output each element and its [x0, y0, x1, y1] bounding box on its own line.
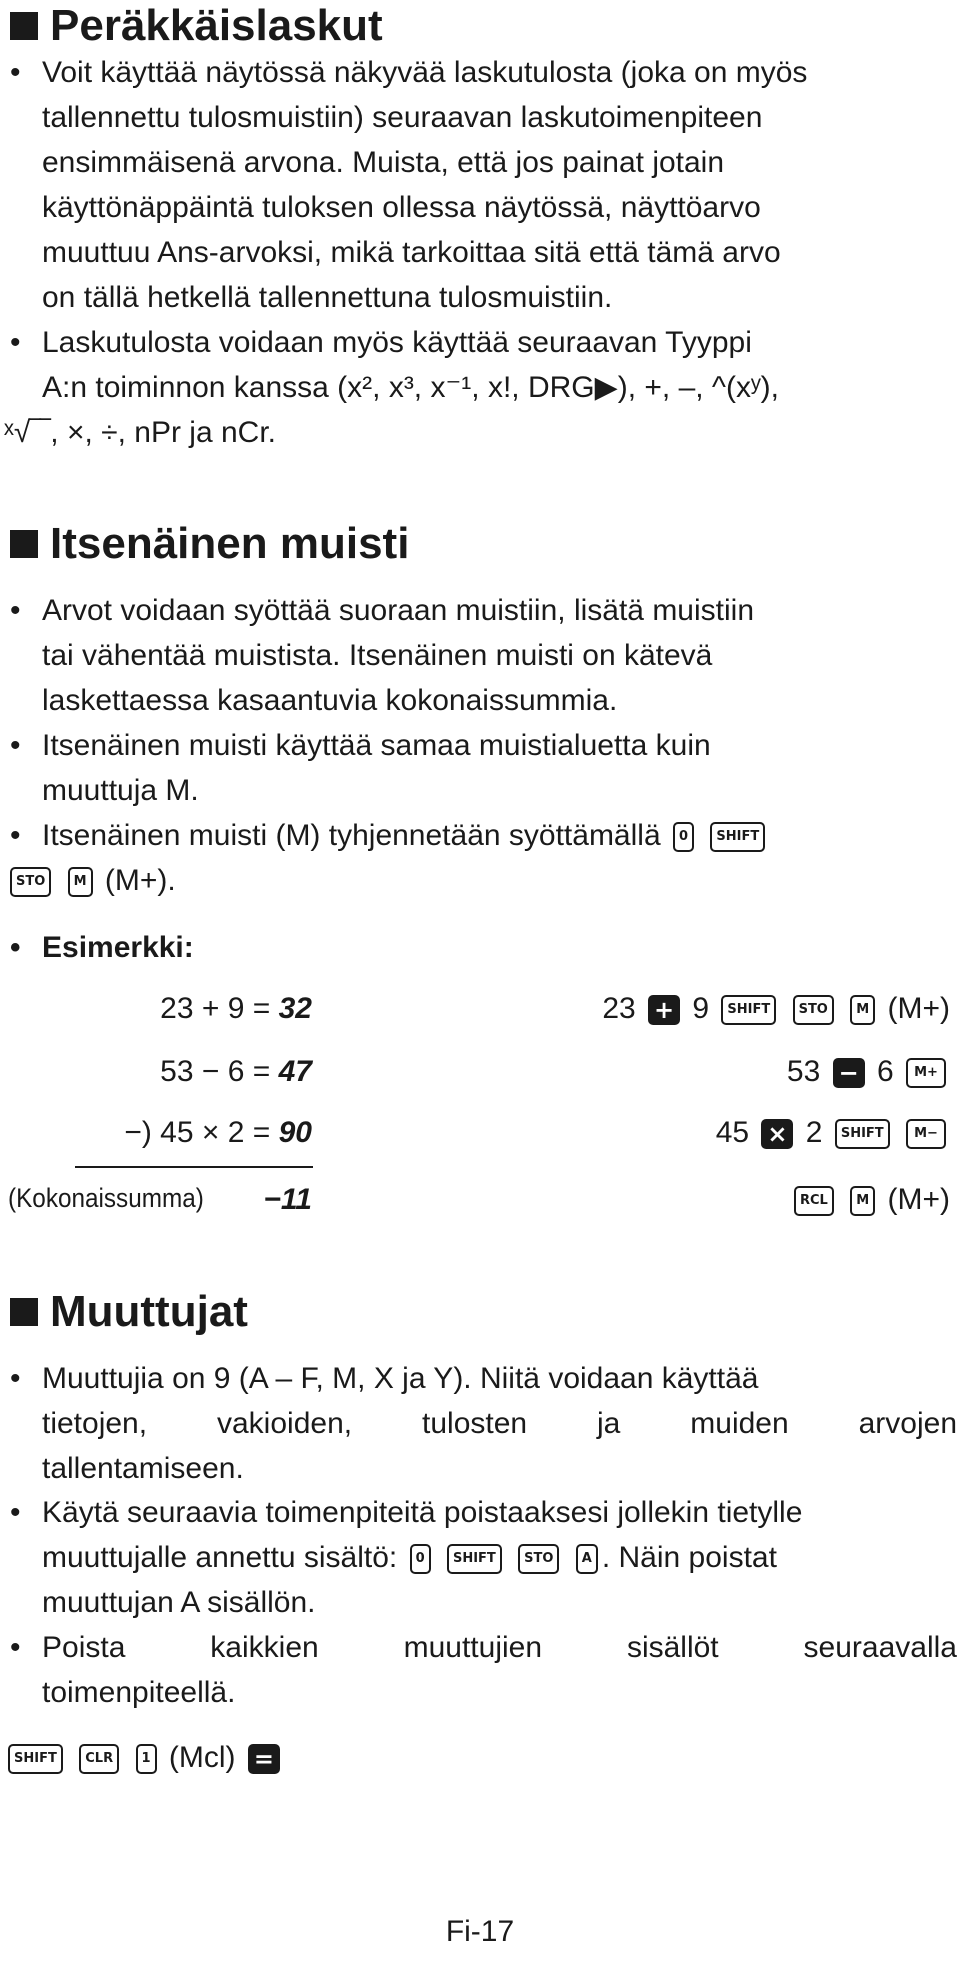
key-sto-icon: STO: [793, 995, 834, 1025]
text-line: on tällä hetkellä tallennettuna tulosmuistiin.: [42, 281, 613, 314]
key-m-icon: M: [850, 995, 875, 1025]
heading-square-icon: [10, 12, 38, 40]
example-keys: [787, 1055, 950, 1089]
equation-text: 53 − 6 =: [160, 1055, 271, 1088]
equation-result: 32: [278, 992, 312, 1025]
key-plus-icon: +: [648, 995, 680, 1025]
bullet-icon: •: [10, 56, 21, 89]
bullet-icon: •: [10, 594, 21, 627]
equation-text: −) 45 × 2 =: [124, 1116, 271, 1149]
page-number: Fi-17: [445, 1915, 515, 1948]
text-line: Poista kaikkien muuttujien sisällöt seuraavalla: [42, 1631, 957, 1664]
key-shift-icon: SHIFT: [447, 1544, 502, 1574]
key-minus-icon: −: [833, 1058, 865, 1088]
key-clr-icon: CLR: [79, 1744, 119, 1774]
key-sequence-label: (M+): [887, 1183, 950, 1216]
text-line: tai vähentää muistista. Itsenäinen muisti on kätevä: [42, 639, 713, 672]
key-sequence-label: (M+): [887, 992, 950, 1025]
equation-result: 90: [278, 1116, 312, 1149]
text-line: muuttujan A sisällön.: [42, 1586, 316, 1619]
text-line: Esimerkki:: [42, 931, 194, 964]
example-row: [0, 1055, 960, 1105]
key-equals-icon: =: [248, 1744, 280, 1774]
section-heading-itsenainen-muisti: [10, 519, 410, 568]
example-keys: [790, 1183, 950, 1217]
text-line: [42, 1535, 957, 1580]
key-sequence-number: 23: [602, 992, 636, 1025]
text-line-functions: [4, 410, 944, 455]
text-line: laskettaessa kasaantuvia kokonaissummia.: [42, 684, 618, 717]
sum-divider: [75, 1166, 313, 1168]
text-fragment: (Mcl): [168, 1741, 236, 1774]
key-0-icon: 0: [673, 822, 694, 852]
bullet-icon: •: [10, 931, 21, 964]
key-m-minus-icon: M−: [906, 1119, 946, 1149]
text-line: tietojen, vakioiden, tulosten ja muiden arvojen: [42, 1407, 957, 1440]
example-keys: [716, 1116, 950, 1150]
key-sequence-number: 2: [805, 1116, 823, 1149]
section-heading-muuttujat: [10, 1287, 248, 1336]
bullet-icon: •: [10, 1631, 21, 1664]
key-shift-icon: SHIFT: [835, 1119, 890, 1149]
example-keys: [602, 992, 950, 1026]
text-line: käyttönäppäintä tuloksen ollessa näytössä, näyttöarvo: [42, 191, 761, 224]
key-rcl-icon: RCL: [794, 1186, 834, 1216]
heading-text: Itsenäinen muisti: [50, 519, 410, 568]
text-line: A:n toiminnon kanssa (x², x³, x⁻¹, x!, DRG▶), +, –, ^(xʸ),: [42, 371, 779, 404]
heading-square-icon: [10, 530, 38, 558]
key-sequence-number: 53: [786, 1055, 821, 1088]
key-shift-icon: SHIFT: [710, 822, 765, 852]
text-line: tallennettu tulosmuistiin) seuraavan laskutoimenpiteen: [42, 101, 763, 134]
key-m-icon: M: [850, 1186, 875, 1216]
text-line: tallentamiseen.: [42, 1452, 244, 1485]
example-equation: [160, 1055, 312, 1089]
example-row: [0, 1116, 960, 1166]
bullet-icon: •: [10, 326, 21, 359]
key-sto-icon: STO: [10, 867, 51, 897]
key-1-icon: 1: [136, 1744, 157, 1774]
key-sto-icon: STO: [518, 1544, 559, 1574]
heading-text: Muuttujat: [50, 1287, 248, 1336]
heading-text: Peräkkäislaskut: [50, 1, 383, 50]
example-equation: [124, 1116, 312, 1150]
text-line: Arvot voidaan syöttää suoraan muistiin, lisätä muistiin: [42, 594, 755, 627]
example-row-total: [0, 1183, 960, 1233]
text-fragment: muuttujalle annettu sisältö:: [42, 1541, 398, 1574]
key-times-icon: ×: [761, 1119, 793, 1149]
key-m-icon: M: [68, 867, 93, 897]
text-line: Laskutulosta voidaan myös käyttää seuraavan Tyyppi: [42, 326, 752, 359]
key-a-icon: A: [576, 1544, 598, 1574]
key-0-icon: 0: [410, 1544, 431, 1574]
key-sequence-number: 6: [876, 1055, 894, 1088]
text-line: toimenpiteellä.: [42, 1676, 236, 1709]
bullet-icon: •: [10, 1362, 21, 1395]
text-fragment: . Näin poistat: [601, 1541, 777, 1574]
key-shift-icon: SHIFT: [721, 995, 776, 1025]
bullet-icon: •: [10, 1496, 21, 1529]
bullet-icon: •: [10, 729, 21, 762]
section-heading-perakkaislaskut: [10, 1, 383, 50]
heading-square-icon: [10, 1298, 38, 1326]
key-sequence-number: 9: [692, 992, 710, 1025]
text-line: [42, 813, 957, 858]
text-line: ensimmäisenä arvona. Muista, että jos painat jotain: [42, 146, 725, 179]
example-equation: [160, 992, 312, 1026]
key-sequence-number: 45: [715, 1116, 750, 1149]
text-line: Itsenäinen muisti käyttää samaa muistialuetta kuin: [42, 729, 711, 762]
text-line: [4, 1735, 944, 1780]
text-line: ˣ√‾‾, ×, ÷, nPr ja nCr.: [4, 416, 277, 449]
equation-result: −11: [263, 1183, 312, 1216]
text-line: Voit käyttää näytössä näkyvää laskutulosta (joka on myös: [42, 56, 808, 89]
text-fragment: Itsenäinen muisti (M) tyhjennetään syöttämällä: [42, 819, 661, 852]
final-key-sequence: [4, 1735, 944, 1780]
text-line: [6, 858, 957, 903]
key-shift-icon: SHIFT: [8, 1744, 63, 1774]
text-line: Käytä seuraavia toimenpiteitä poistaaksesi jollekin tietylle: [42, 1496, 803, 1529]
text-fragment: (M+).: [104, 864, 176, 897]
text-line: muuttuu Ans-arvoksi, mikä tarkoittaa sitä että tämä arvo: [42, 236, 781, 269]
total-label: (Kokonaissumma): [8, 1183, 204, 1213]
key-m-plus-icon: M+: [906, 1058, 946, 1088]
equation-text: 23 + 9 =: [160, 992, 271, 1025]
equation-result: 47: [278, 1055, 312, 1088]
text-line: muuttuja M.: [42, 774, 199, 807]
example-row: [0, 992, 960, 1042]
text-line: Muuttujia on 9 (A – F, M, X ja Y). Niitä voidaan käyttää: [42, 1362, 759, 1395]
bullet-icon: •: [10, 819, 21, 852]
